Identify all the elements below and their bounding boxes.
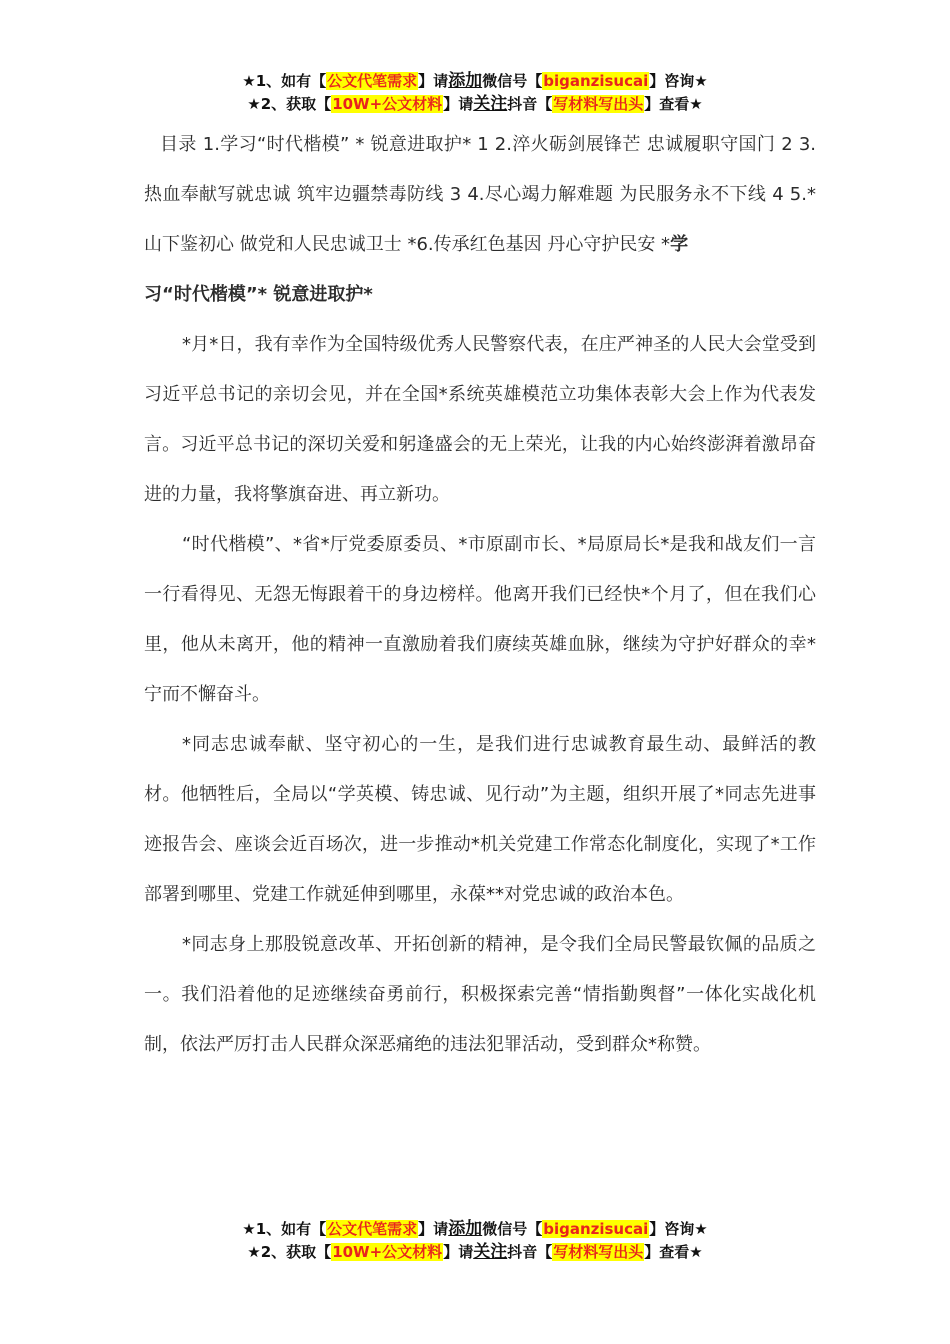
- banner-text: 微信号【: [482, 72, 543, 90]
- banner-text: ★2、获取【: [247, 1243, 332, 1261]
- banner-text: 】查看★: [644, 1243, 703, 1261]
- banner-text: 抖音【: [507, 95, 553, 113]
- banner-highlight-service: 公文代笔需求: [327, 1220, 418, 1238]
- banner-text: 】请: [443, 1243, 474, 1261]
- table-of-contents: [144, 120, 816, 270]
- banner-highlight-wechat: biganzisucai: [543, 1220, 649, 1238]
- banner-text: 】咨询★: [649, 72, 708, 90]
- banner-emphasis: 添加: [448, 71, 483, 91]
- section-heading: 习“时代楷模”* 锐意进取护*: [144, 284, 373, 305]
- toc-text: 目录 1.学习“时代楷模” * 锐意进取护* 1 2.淬火砺剑展锋芒 忠诚履职守国门 2 3.热血奉献写就忠诚 筑牢边疆禁毒防线 3 4.尽心竭力解难题 为民服务永不下线 4 5.*山下鉴初心 做党和人民忠诚卫士 *6.传承红色基因 丹心守护民安 *: [144, 134, 816, 255]
- banner-text: ★2、获取【: [247, 95, 332, 113]
- banner-highlight-materials: 10W+公文材料: [332, 1243, 443, 1261]
- banner-text: 微信号【: [482, 1220, 543, 1238]
- banner-line-1: [0, 70, 950, 93]
- banner-text: 】咨询★: [649, 1220, 708, 1238]
- heading-start: 学: [670, 234, 689, 255]
- paragraph: *同志身上那股锐意改革、开拓创新的精神，是令我们全局民警最钦佩的品质之一。我们沿着他的足迹继续奋勇前行，积极探索完善“情指勤舆督”一体化实战化机制，依法严厉打击人民群众深恶痛绝的违法犯罪活动，受到群众*称赞。: [144, 934, 816, 1055]
- banner-highlight-douyin: 写材料写出头: [553, 95, 644, 113]
- footer-banner: [0, 1218, 950, 1264]
- banner-emphasis: 关注: [473, 94, 508, 114]
- banner-text: 抖音【: [507, 1243, 553, 1261]
- header-banner: [0, 70, 950, 116]
- banner-text: ★1、如有【: [242, 1220, 327, 1238]
- banner-line-1: [0, 1218, 950, 1241]
- banner-highlight-materials: 10W+公文材料: [332, 95, 443, 113]
- banner-text: ★1、如有【: [242, 72, 327, 90]
- banner-text: 】请: [418, 1220, 449, 1238]
- banner-text: 】请: [418, 72, 449, 90]
- banner-highlight-douyin: 写材料写出头: [553, 1243, 644, 1261]
- banner-line-2: [0, 93, 950, 116]
- banner-text: 】查看★: [644, 95, 703, 113]
- banner-highlight-wechat: biganzisucai: [543, 72, 649, 90]
- banner-highlight-service: 公文代笔需求: [327, 72, 418, 90]
- banner-line-2: [0, 1241, 950, 1264]
- paragraph: “时代楷模”、*省*厅党委原委员、*市原副市长、*局原局长*是我和战友们一言一行看得见、无怨无悔跟着干的身边榜样。他离开我们已经快*个月了，但在我们心里，他从未离开，他的精神一直激励着我们赓续英雄血脉，继续为守护好群众的幸*宁而不懈奋斗。: [144, 534, 816, 705]
- banner-emphasis: 添加: [448, 1219, 483, 1239]
- paragraph: *同志忠诚奉献、坚守初心的一生，是我们进行忠诚教育最生动、最鲜活的教材。他牺牲后，全局以“学英模、铸忠诚、见行动”为主题，组织开展了*同志先进事迹报告会、座谈会近百场次，进一步推动*机关党建工作常态化制度化，实现了*工作部署到哪里、党建工作就延伸到哪里，永葆**对党忠诚的政治本色。: [144, 734, 816, 905]
- paragraph: *月*日，我有幸作为全国特级优秀人民警察代表，在庄严神圣的人民大会堂受到习近平总书记的亲切会见，并在全国*系统英雄模范立功集体表彰大会上作为代表发言。习近平总书记的深切关爱和躬逢盛会的无上荣光，让我的内心始终澎湃着激昂奋进的力量，我将擎旗奋进、再立新功。: [144, 334, 816, 505]
- document-body: [144, 120, 816, 1070]
- banner-text: 】请: [443, 95, 474, 113]
- banner-emphasis: 关注: [473, 1242, 508, 1262]
